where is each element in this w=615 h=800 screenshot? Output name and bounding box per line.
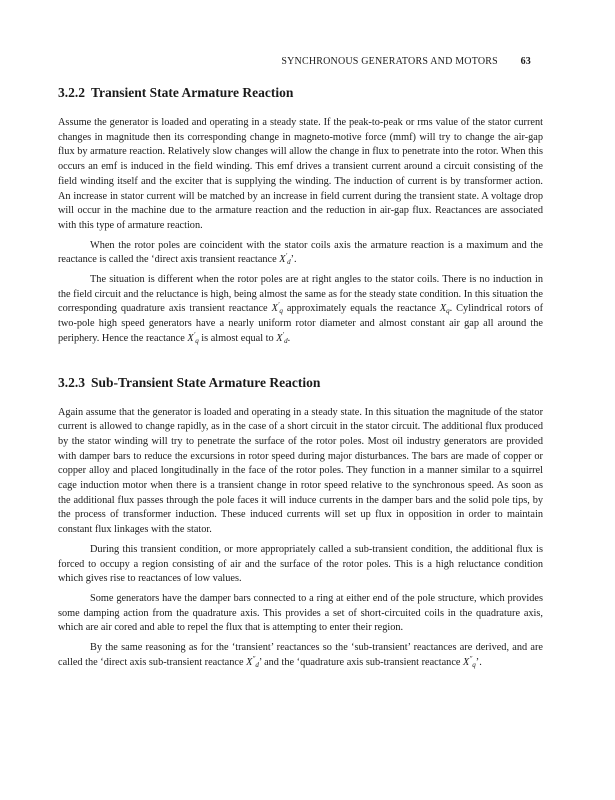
section-title: Transient State Armature Reaction bbox=[91, 85, 294, 100]
section-number: 3.2.3 bbox=[58, 374, 85, 390]
symbol-xq: $X_q$ bbox=[439, 303, 450, 316]
section-title: Sub-Transient State Armature Reaction bbox=[91, 374, 321, 390]
page-number: 63 bbox=[520, 56, 531, 67]
running-title: SYNCHRONOUS GENERATORS AND MOTORS bbox=[281, 56, 498, 67]
running-header bbox=[281, 56, 531, 67]
symbol-xq-double-prime: $X''_q$ bbox=[463, 654, 476, 669]
section-heading-3-2-2 bbox=[58, 84, 543, 102]
paragraph: Some generators have the damper bars connected to a ring at either end of the pole structure, which provides some damping action from the quadrature axis. This provides a set of short-circuited coils in the quadrature axis, which are air cored and able to repel the flux that is attempting to enter their region. bbox=[58, 592, 543, 634]
paragraph: Again assume that the generator is loaded and operating in a steady state. In this situation the magnitude of the stator current is allowed to change rapidly, as in the case of a short circuit in the stator circuit. The additional flux produced by the stator winding will try to penetrate the surface of the rotor poles. Most oil industry generators are provided with damper bars to reduce the excursions in rotor speed during major disturbances. The bars are made of copper or copper alloy and placed longitudinally in the face of the rotor poles. They function in a manner similar to a squirrel cage induction motor when there is a transient change in rotor speed relative to the synchronous speed. As soon as the additional flux passes through the pole faces it will induce currents in the damper bars and the solid pole tips, by the process of transformer induction. These induced currents will set up flux in opposition in order to maintain constant flux linkages with the stator. bbox=[58, 406, 543, 536]
paragraph: The situation is different when the rotor poles are at right angles to the stator coils. There is no induction in the field circuit and the reluctance is high, being almost the same as for the steady state condition. In this situation the corresponding quadrature axis transient reactance $X'_q$ approximately equals the reactance $X_q$. Cylindrical rotors of two-pole high speed generators have a nearly uniform rotor diameter and almost constant air gap all around the periphery. Hence the reactance $X'_q$ is almost equal to $X'_d$. bbox=[58, 274, 543, 345]
symbol-xd-prime: $X'_d$ bbox=[276, 330, 288, 345]
symbol-xd-double-prime: $X''_d$ bbox=[246, 654, 259, 669]
section-number: 3.2.2 bbox=[58, 85, 85, 100]
page-body bbox=[58, 84, 543, 671]
symbol-xq-prime: $X'_q$ bbox=[187, 330, 199, 345]
section-heading-3-2-3 bbox=[58, 374, 543, 392]
symbol-xq-prime: $X'_q$ bbox=[271, 301, 283, 316]
paragraph: When the rotor poles are coincident with the stator coils axis the armature reaction is a maximum and the reactance is called the ‘direct axis transient reactance $X'_d$’. bbox=[58, 239, 543, 267]
paragraph: During this transient condition, or more appropriately called a sub-transient condition, the additional flux is forced to occupy a region consisting of air and the surface of the rotor poles. This is a high reluctance condition which gives rise to reactances of low values. bbox=[58, 543, 543, 585]
paragraph: Assume the generator is loaded and operating in a steady state. If the peak-to-peak or rms value of the stator current changes in magnitude then its corresponding change in magneto-motive force (mmf) will try to change the air-gap flux by armature reaction. Relatively slow changes will allow the change in flux to penetrate into the rotor. When this occurs an emf is induced in the field winding. This emf drives a transient current around a circuit consisting of the field winding itself and the exciter that is supplying the winding. The induction of current is by transformer action. An increase in stator current will be matched by an increase in field current during the transient state. A voltage drop will occur in the machine due to the armature reaction and the reduction in air-gap flux. Reactances are associated with this type of armature reaction. bbox=[58, 117, 543, 231]
symbol-xd-prime: $X'_d$ bbox=[279, 252, 291, 267]
paragraph: By the same reasoning as for the ‘transient’ reactances so the ‘sub-transient’ reactances are derived, and are called the ‘direct axis sub-transient reactance $X''_d$’ and the ‘quadrature axis sub-transient reactance $X''_q$’. bbox=[58, 642, 543, 669]
